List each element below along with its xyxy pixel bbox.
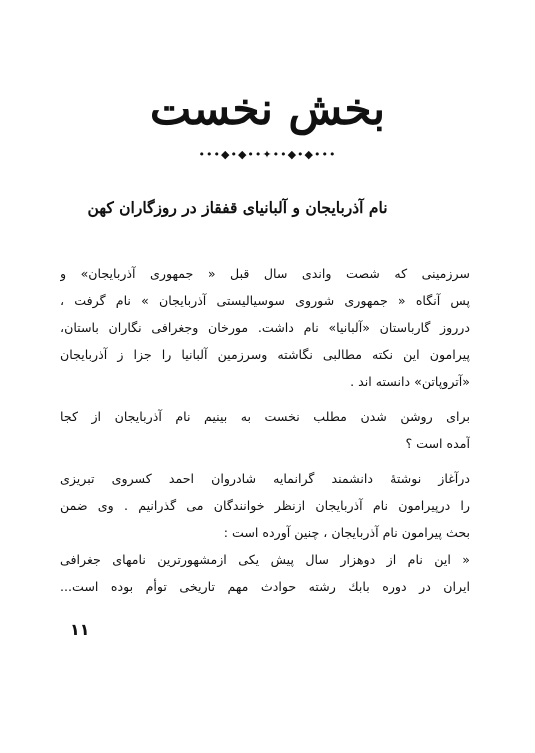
paragraph-3-line-1: درآغاز نوشتهٔ دانشمند گرانمایه شادروان احمد کسروی تبریزی xyxy=(60,471,470,486)
page-number: ۱۱ xyxy=(70,620,90,639)
paragraph-1-line-2: پس آنگاه « جمهوری شوروی سوسیالیستی آذربایجان » نام گرفت ، xyxy=(60,293,470,308)
ornament-divider: •••◆•◆••✦••◆•◆••• xyxy=(198,148,337,161)
paragraph-3-line-5: ایران در دوره بابك رشته حوادث مهم تاریخی توأم بوده است... xyxy=(60,579,470,594)
body-text xyxy=(60,260,470,600)
chapter-title: بخش نخست xyxy=(149,84,386,135)
paragraph-1-line-5: «آتروپاتن» دانسته اند . xyxy=(350,374,470,389)
paragraph-3-line-4: « این نام از دوهزار سال پیش یکی ازمشهورترین نامهای جغرافی xyxy=(60,552,470,567)
paragraph-1-line-3: درروز گارباستان «آلبانیا» نام داشت. مورخان وجغرافی نگاران باستان، xyxy=(60,320,470,335)
paragraph-1-line-1: سرزمینی که شصت واندی سال قبل « جمهوری آذربایجان» و xyxy=(60,266,470,281)
paragraph-1-line-4: پیرامون این نکته مطالبی نگاشته وسرزمین آلبانیا را جزا ز آذربایجان xyxy=(60,347,470,362)
section-title: نام آذربایجان و آلبانیای قفقاز در روزگاران کهن xyxy=(87,198,388,217)
paragraph-2-line-1: برای روشن شدن مطلب نخست به بینیم نام آذربایجان از کجا xyxy=(60,409,470,424)
paragraph-3-line-3: بحث پیرامون نام آذربایجان ، چنین آورده است : xyxy=(223,525,470,540)
paragraph-2-line-2: آمده است ؟ xyxy=(405,436,470,451)
paragraph-3-line-2: را درپیرامون نام آذربایجان ازنظر خوانندگان می گذرانیم . وی ضمن xyxy=(60,498,470,513)
